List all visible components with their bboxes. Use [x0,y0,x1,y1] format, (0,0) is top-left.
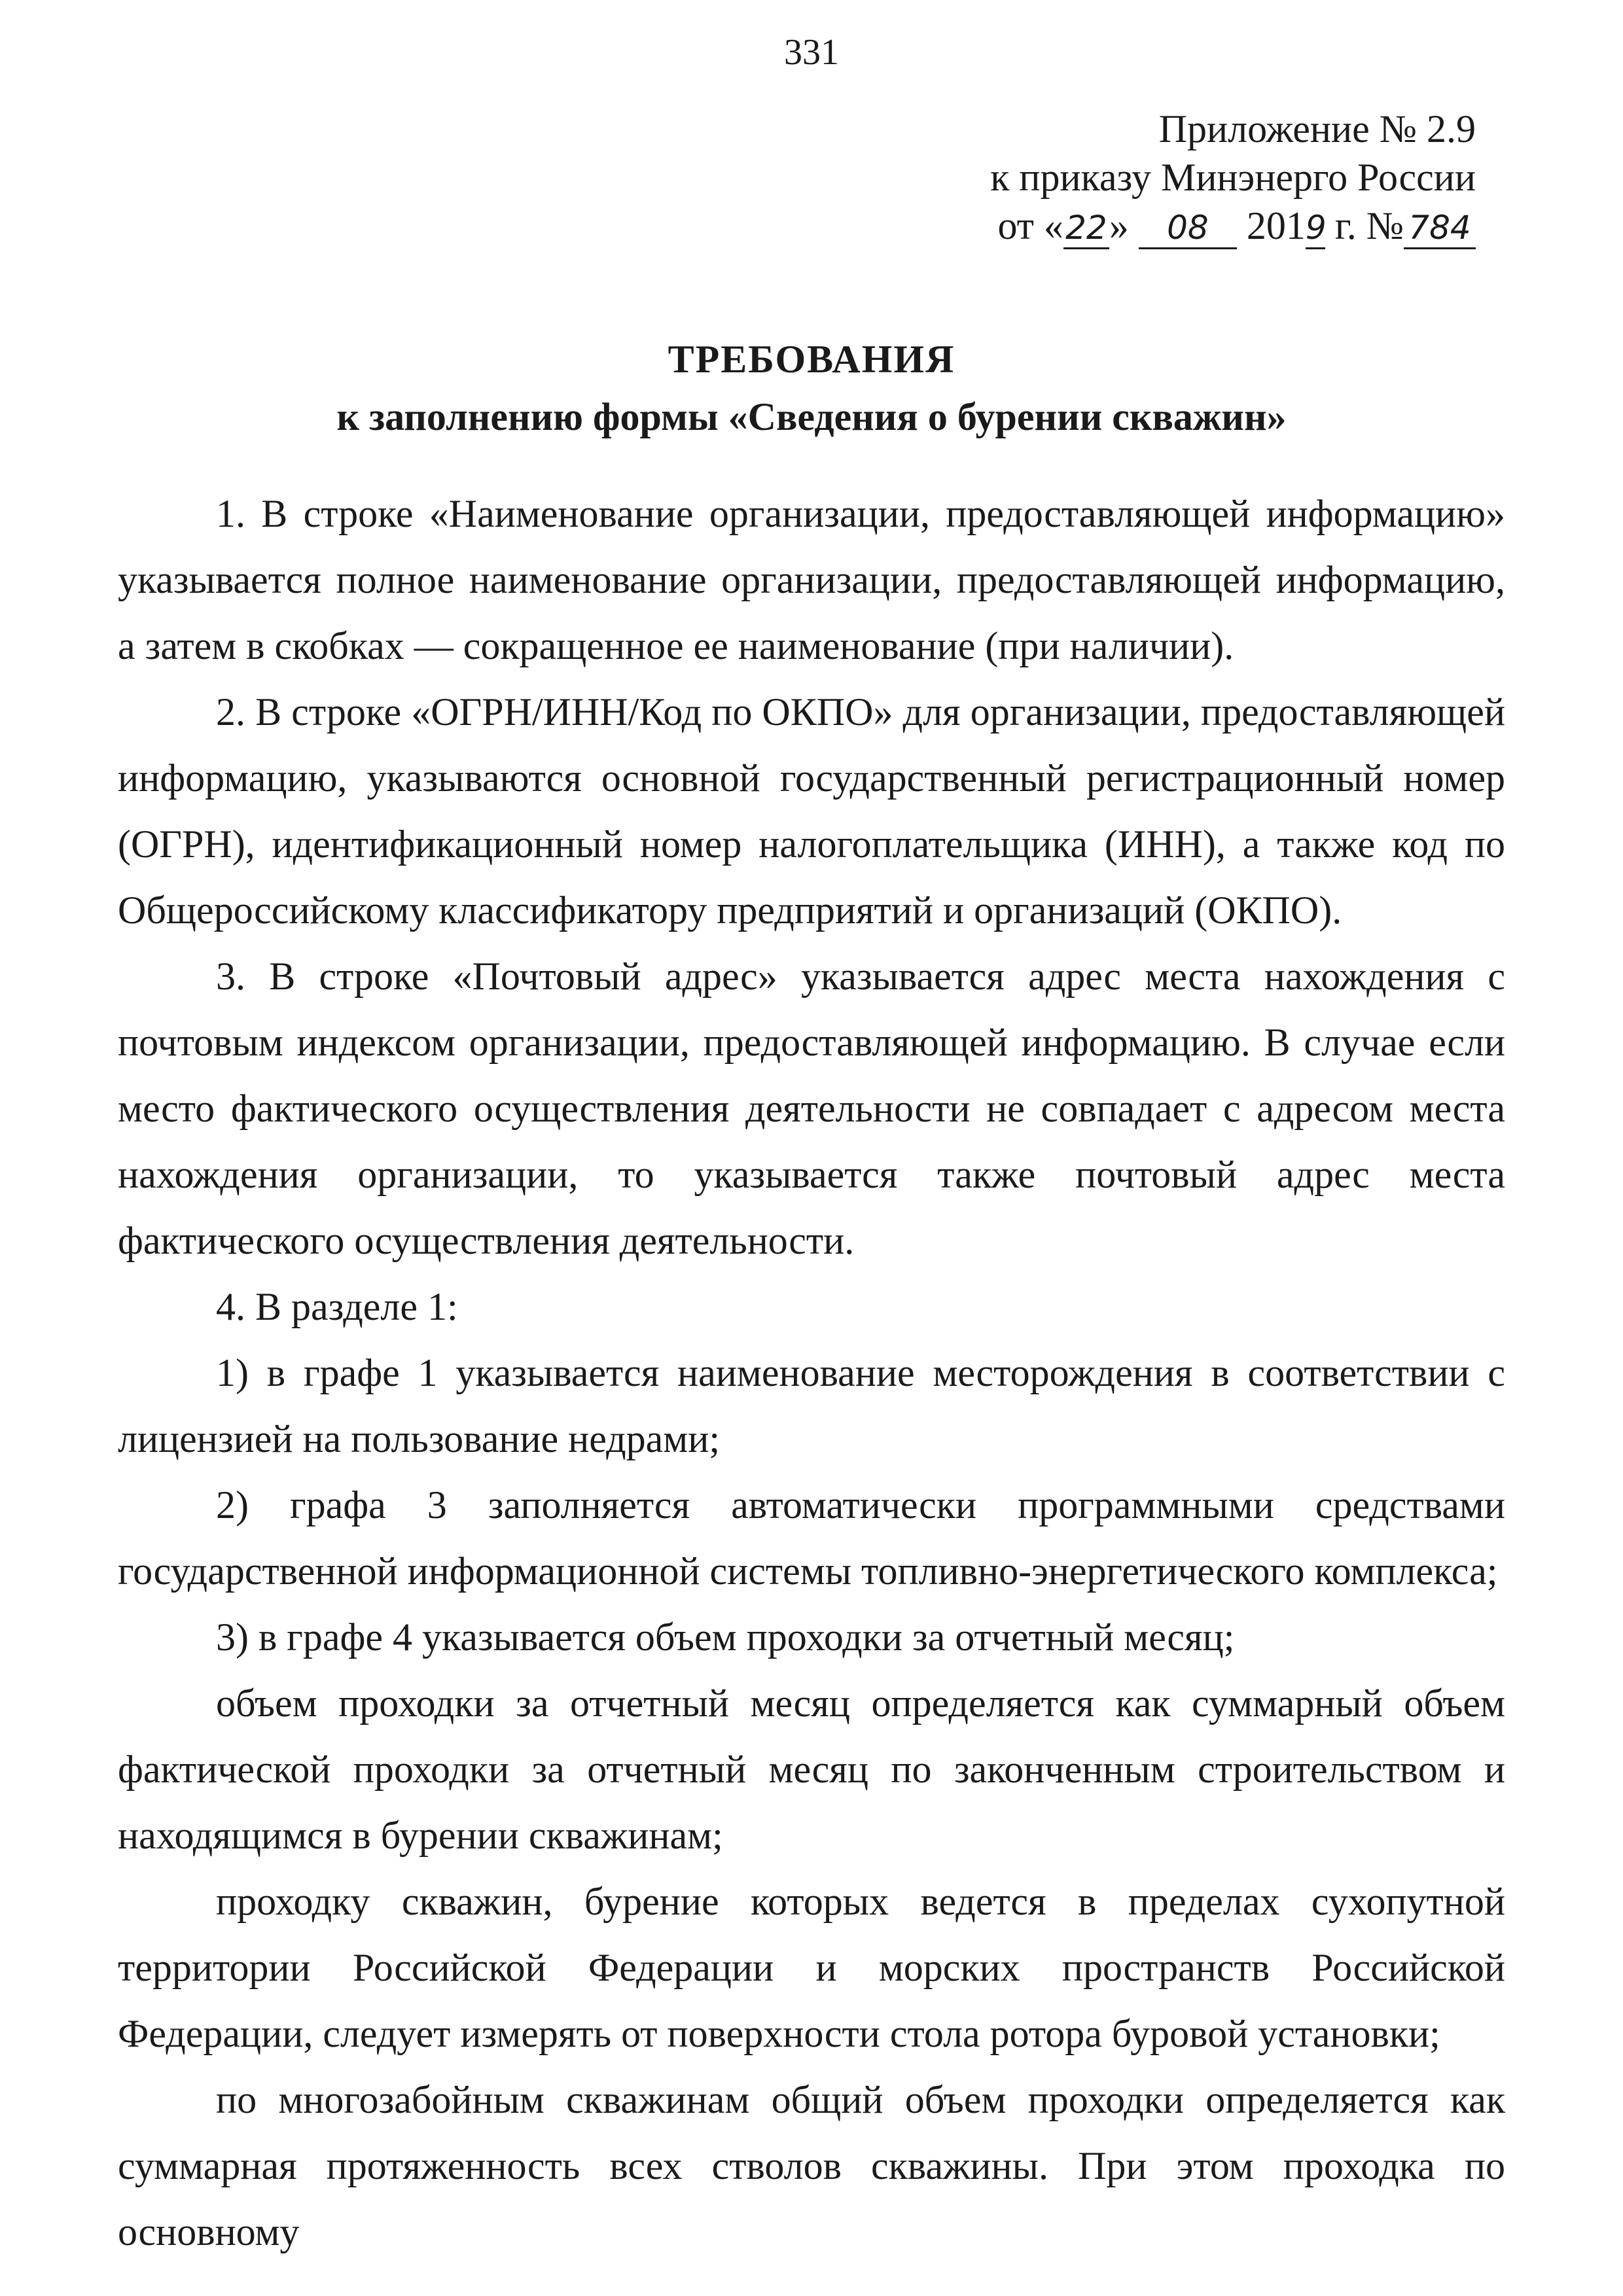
paragraph-4-1: 1) в графе 1 указывается наименование месторождения в соответствии с лицензией на пользование недрами; [118,1351,1505,1460]
title-heading: ТРЕБОВАНИЯ [668,338,955,381]
handwritten-month: 08 [1139,208,1237,249]
paragraph-4-3-c: по многозабойным скважинам общий объем проходки определяется как суммарная протяженность всех стволов скважины. При этом проходка по основному [118,2078,1505,2253]
year-suffix: г. № [1325,204,1404,247]
paragraph-2: 2. В строке «ОГРН/ИНН/Код по ОКПО» для организации, предоставляющей информацию, указываются основной государственный регистрационный номер (ОГРН), идентификационный номер налогоплательщика (ИНН), а также код по Общероссийскому классификатору предприятий и организаций (ОКПО). [118,690,1505,932]
handwritten-day: 22 [1063,208,1109,249]
appendix-number: Приложение № 2.9 [1158,107,1476,150]
title-subheading: к заполнению формы «Сведения о бурении скважин» [336,395,1287,438]
document-title [0,330,1623,446]
paragraph-4-3-b: проходку скважин, бурение которых ведется в пределах сухопутной территории Российской Федерации и морских пространств Российской Федерации, следует измерять от поверхности стола ротора буровой установки; [118,1880,1505,2055]
date-prefix: от « [997,204,1063,247]
appendix-header [990,105,1476,250]
paragraph-4-3: 3) в графе 4 указывается объем проходки за отчетный месяц; [216,1616,1235,1659]
handwritten-year-digit: 9 [1306,208,1325,249]
paragraph-4-2: 2) графа 3 заполняется автоматически программными средствами государственной информационной системы топливно-энергетического комплекса; [118,1483,1505,1593]
year-prefix: 201 [1246,204,1306,247]
paragraph-3: 3. В строке «Почтовый адрес» указывается адрес места нахождения с почтовым индексом организации, предоставляющей информацию. В случае если место фактического осуществления деятельности не совпадает с адресом места нахождения организации, то указывается также почтовый адрес места фактического осуществления деятельности. [118,955,1505,1262]
appendix-order-date [990,202,1476,250]
paragraph-4: 4. В разделе 1: [216,1285,458,1328]
page-number: 331 [784,32,839,73]
paragraph-4-3-a: объем проходки за отчетный месяц определяется как суммарный объем фактической проходки за отчетный месяц по законченным строительством и находящимся в бурении скважинам; [118,1682,1505,1857]
handwritten-order-number: 784 [1404,208,1476,249]
date-mid: » [1109,204,1129,247]
appendix-order-reference: к приказу Минэнерго России [990,156,1476,199]
paragraph-1: 1. В строке «Наименование организации, предоставляющей информацию» указывается полное наименование организации, предоставляющей информацию, а затем в скобках — сокращенное ее наименование (при наличии). [118,492,1505,667]
